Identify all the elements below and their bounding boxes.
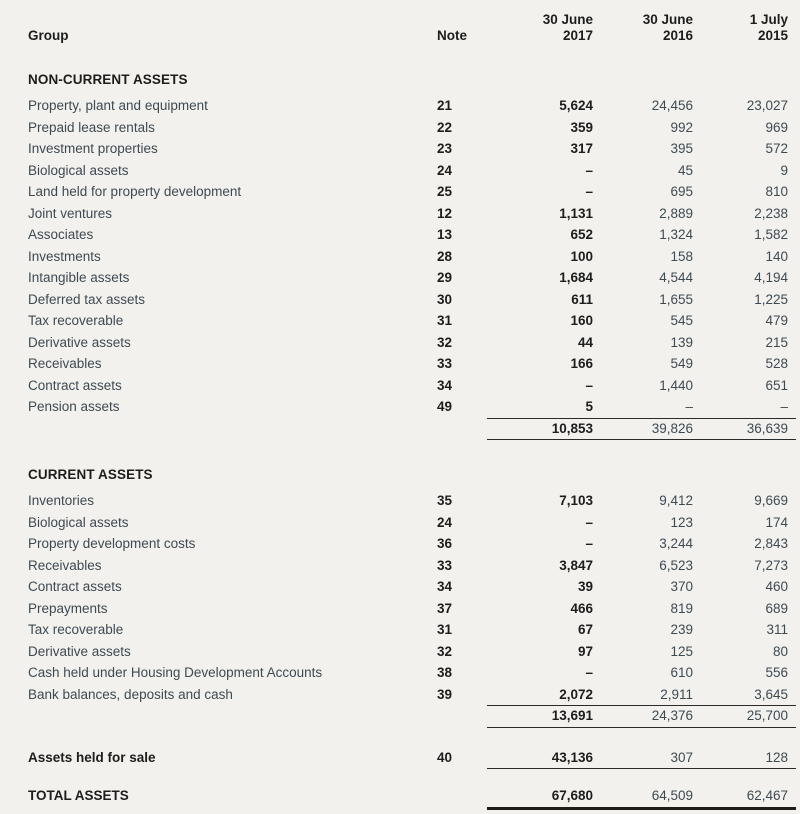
column-header-2015-line1: 1 July [749, 12, 788, 27]
note-cell [437, 705, 487, 728]
value-2017: 652 [570, 227, 593, 242]
note-cell: 24 [437, 514, 453, 530]
row-label: Contract assets [28, 377, 122, 393]
value-2017: 2,072 [559, 686, 593, 702]
value-2016: 6,523 [659, 557, 693, 573]
value-2015: 23,027 [746, 98, 788, 113]
value-2015: 689 [765, 600, 788, 616]
note-cell: 12 [437, 205, 453, 221]
column-header-2016 [593, 12, 693, 44]
row-values [487, 641, 796, 663]
row-values [487, 138, 796, 160]
value-2017: 100 [570, 248, 593, 264]
value-2015: 140 [765, 248, 788, 264]
row-values [487, 598, 796, 620]
row-values [487, 160, 796, 182]
row-values [487, 375, 796, 397]
row-values [487, 418, 796, 441]
value-2015: – [780, 399, 788, 414]
value-2017: 166 [570, 356, 593, 371]
value-2015: 556 [765, 665, 788, 680]
value-2016: 24,456 [651, 98, 693, 113]
value-2016: – [685, 399, 693, 414]
row-values [487, 181, 796, 203]
value-2015: 128 [765, 749, 788, 765]
table-row [28, 619, 796, 641]
value-2015: 311 [766, 622, 788, 637]
row-label: Prepayments [28, 600, 108, 616]
table-row [28, 684, 796, 706]
row-values [487, 533, 796, 555]
row-values [487, 289, 796, 311]
value-2016: 64,509 [651, 788, 693, 803]
subtotal-2017: 13,691 [551, 708, 593, 723]
row-label: Tax recoverable [28, 313, 124, 328]
value-2015: 1,225 [754, 291, 788, 307]
value-2017: 1,684 [559, 270, 593, 285]
value-2017: – [585, 536, 593, 551]
row-label: Biological assets [28, 514, 129, 530]
value-2017: 466 [570, 600, 593, 616]
value-2016: 125 [670, 643, 693, 659]
value-2016: 695 [670, 184, 693, 199]
value-2017: 160 [570, 313, 593, 328]
column-header-2017 [487, 12, 593, 44]
value-2015: 572 [765, 141, 788, 156]
table-header [28, 10, 796, 44]
value-2017: 359 [570, 119, 593, 135]
table-row [28, 181, 796, 203]
note-cell: 30 [437, 291, 453, 307]
note-cell: 38 [437, 665, 453, 680]
note-cell [437, 785, 487, 810]
value-2017: 67,680 [551, 788, 593, 803]
note-cell: 35 [437, 493, 453, 508]
current-assets-subtotal-row [28, 705, 796, 727]
note-cell: 40 [437, 749, 453, 765]
value-2016: 545 [670, 313, 693, 328]
note-cell: 33 [437, 356, 453, 371]
row-label: Deferred tax assets [28, 291, 146, 307]
value-2017: 1,131 [559, 205, 593, 221]
row-label: Assets held for sale [28, 749, 156, 765]
value-2016: 395 [670, 141, 693, 156]
table-row [28, 224, 796, 246]
value-2017: 5 [585, 399, 593, 414]
value-2017: – [585, 665, 593, 680]
value-2015: 4,194 [754, 270, 788, 285]
row-label: Investment properties [28, 141, 158, 156]
value-2016: 3,244 [659, 536, 693, 551]
table-row [28, 512, 796, 534]
value-2016: 819 [670, 600, 693, 616]
value-2016: 45 [677, 162, 693, 178]
value-2015: 810 [765, 184, 788, 199]
value-2016: 370 [670, 579, 693, 594]
row-label: Receivables [28, 557, 102, 573]
table-row [28, 641, 796, 663]
row-values [487, 619, 796, 641]
table-row [28, 117, 796, 139]
value-2017: 44 [577, 334, 593, 350]
row-label: Associates [28, 227, 94, 242]
non-current-assets-rows [28, 95, 796, 418]
value-2015: 80 [772, 643, 788, 659]
table-row [28, 490, 796, 512]
row-values [487, 117, 796, 139]
value-2016: 307 [670, 749, 693, 765]
row-label: Intangible assets [28, 270, 130, 285]
value-2016: 992 [670, 119, 693, 135]
value-2016: 2,911 [660, 686, 693, 702]
value-2015: 1,582 [754, 227, 788, 242]
note-cell: 32 [437, 643, 453, 659]
value-2016: 9,412 [659, 493, 693, 508]
note-cell [437, 418, 487, 441]
note-cell: 28 [437, 248, 453, 264]
row-label [28, 418, 437, 441]
total-assets-row [28, 785, 796, 807]
value-2015: 174 [765, 514, 788, 530]
table-row [28, 246, 796, 268]
value-2015: 969 [765, 119, 788, 135]
value-2015: 479 [765, 313, 788, 328]
row-label: Inventories [28, 493, 95, 508]
subtotal-2017: 10,853 [551, 420, 593, 436]
row-values [487, 684, 796, 707]
row-values [487, 224, 796, 246]
row-values [487, 747, 796, 770]
row-values [487, 95, 796, 117]
column-header-2016-line1: 30 June [642, 12, 693, 27]
column-header-2015-line2: 2015 [757, 28, 788, 43]
row-label: Property development costs [28, 536, 196, 551]
row-values [487, 512, 796, 534]
row-values [487, 267, 796, 289]
row-label: Tax recoverable [28, 622, 124, 637]
table-row [28, 353, 796, 375]
value-2015: 2,238 [754, 205, 788, 221]
row-values [487, 705, 796, 728]
value-2015: 9 [780, 162, 788, 178]
subtotal-2015: 36,639 [746, 420, 788, 436]
row-label: Receivables [28, 356, 102, 371]
note-cell: 39 [437, 686, 453, 702]
note-cell: 49 [437, 399, 453, 414]
column-header-2016-line2: 2016 [662, 28, 693, 43]
note-cell: 22 [437, 119, 453, 135]
value-column-headers [487, 12, 796, 44]
table-row [28, 332, 796, 354]
value-2016: 1,440 [659, 377, 693, 393]
value-2016: 239 [670, 622, 693, 637]
note-cell: 24 [437, 162, 453, 178]
value-2015: 528 [765, 356, 788, 371]
value-2017: – [585, 162, 593, 178]
value-2015: 3,645 [754, 686, 788, 702]
table-row [28, 289, 796, 311]
row-label: Joint ventures [28, 205, 113, 221]
row-label: Pension assets [28, 399, 120, 414]
value-2016: 123 [670, 514, 693, 530]
row-values [487, 576, 796, 598]
row-values [487, 490, 796, 512]
note-cell: 37 [437, 600, 453, 616]
assets-held-for-sale-row [28, 747, 796, 769]
row-values [487, 396, 796, 419]
table-row [28, 396, 796, 418]
note-cell: 13 [437, 227, 453, 242]
value-2017: – [585, 377, 593, 393]
row-values [487, 353, 796, 375]
value-2017: 97 [577, 643, 593, 659]
value-2016: 549 [670, 356, 693, 371]
table-row [28, 598, 796, 620]
note-cell: 34 [437, 579, 453, 594]
note-cell: 29 [437, 270, 453, 285]
row-label: Investments [28, 248, 101, 264]
row-label: TOTAL ASSETS [28, 788, 129, 803]
table-row [28, 203, 796, 225]
row-label: Cash held under Housing Development Accounts [28, 665, 323, 680]
value-2017: – [585, 514, 593, 530]
row-values [487, 310, 796, 332]
value-2017: 611 [571, 291, 593, 307]
value-2015: 460 [765, 579, 788, 594]
subtotal-2016: 24,376 [651, 708, 693, 723]
table-row [28, 555, 796, 577]
table-row [28, 576, 796, 598]
table-row [28, 160, 796, 182]
note-cell: 25 [437, 184, 453, 199]
value-2016: 1,655 [659, 291, 693, 307]
note-cell: 31 [437, 313, 453, 328]
row-values [487, 332, 796, 354]
group-column-header: Group [28, 28, 69, 43]
note-cell: 34 [437, 377, 453, 393]
row-values [487, 555, 796, 577]
value-2015: 2,843 [754, 536, 788, 551]
table-row [28, 138, 796, 160]
note-cell: 32 [437, 334, 453, 350]
row-values [487, 785, 796, 810]
value-2017: – [585, 184, 593, 199]
row-label: Biological assets [28, 162, 129, 178]
column-header-2017-line2: 2017 [562, 28, 593, 43]
row-label: Contract assets [28, 579, 122, 594]
row-label: Derivative assets [28, 643, 131, 659]
value-2017: 7,103 [559, 493, 593, 508]
note-cell: 21 [437, 98, 453, 113]
section-title-non-current-assets: NON-CURRENT ASSETS [28, 72, 188, 87]
table-row [28, 95, 796, 117]
value-2017: 317 [570, 141, 593, 156]
note-column-header: Note [437, 28, 467, 43]
value-2015: 7,273 [754, 557, 788, 573]
subtotal-2015: 25,700 [746, 708, 788, 723]
value-2015: 651 [765, 377, 788, 393]
table-row [28, 533, 796, 555]
table-row [28, 375, 796, 397]
row-label: Prepaid lease rentals [28, 119, 155, 135]
note-cell: 33 [437, 557, 453, 573]
column-header-2017-line1: 30 June [542, 12, 593, 27]
table-row [28, 267, 796, 289]
value-2016: 1,324 [659, 227, 693, 242]
value-2016: 139 [670, 334, 693, 350]
note-cell: 23 [437, 141, 453, 156]
row-values [487, 203, 796, 225]
row-label [28, 705, 437, 728]
value-2017: 39 [577, 579, 593, 594]
column-header-2015 [693, 12, 796, 44]
value-2016: 2,889 [659, 205, 693, 221]
note-cell: 31 [437, 622, 453, 637]
value-2017: 5,624 [559, 98, 593, 113]
row-label: Bank balances, deposits and cash [28, 686, 233, 702]
value-2015: 62,467 [746, 788, 788, 803]
table-row [28, 662, 796, 684]
subtotal-2016: 39,826 [651, 420, 693, 436]
row-values [487, 246, 796, 268]
value-2016: 158 [670, 248, 693, 264]
table-row [28, 310, 796, 332]
value-2016: 610 [670, 665, 693, 680]
non-current-assets-subtotal-row [28, 418, 796, 440]
row-label: Derivative assets [28, 334, 131, 350]
value-2016: 4,544 [659, 270, 693, 285]
row-values [487, 662, 796, 684]
row-label: Land held for property development [28, 184, 242, 199]
section-title-current-assets: CURRENT ASSETS [28, 467, 153, 482]
value-2017: 3,847 [559, 557, 593, 573]
note-cell: 36 [437, 536, 453, 551]
value-2015: 215 [765, 334, 788, 350]
current-assets-rows [28, 490, 796, 705]
value-2017: 43,136 [551, 749, 593, 765]
value-2017: 67 [577, 622, 593, 637]
row-label: Property, plant and equipment [28, 98, 208, 113]
value-2015: 9,669 [754, 493, 788, 508]
